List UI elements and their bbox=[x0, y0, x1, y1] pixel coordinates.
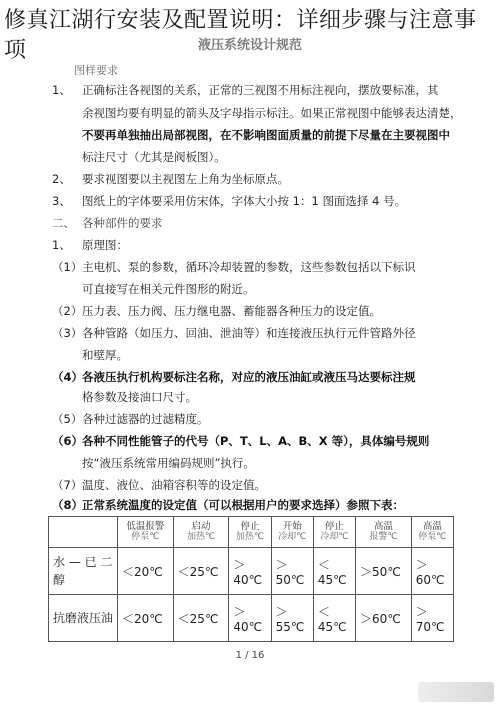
line-text: 按“液压系统常用编码规则”执行。 bbox=[82, 456, 255, 470]
cell-value: ＜ bbox=[317, 604, 330, 619]
header-label: 停止 bbox=[324, 521, 344, 532]
cell-value: ＞ bbox=[275, 604, 288, 619]
fluid-name-cell: 水 — 已 二 醇 bbox=[49, 548, 118, 595]
line-number: 2、 bbox=[52, 172, 71, 186]
table-header-row bbox=[49, 517, 454, 548]
temperature-cell bbox=[356, 548, 412, 595]
header-unit: 加热℃ bbox=[235, 532, 265, 542]
table-header-cell bbox=[356, 517, 412, 548]
line-text: 标注尺寸（尤其是阀板图）。 bbox=[82, 150, 226, 164]
fluid-name-cell: 抗磨液压油 bbox=[49, 595, 118, 642]
cell-temperature: 55℃ bbox=[275, 619, 305, 634]
line-number: 3、 bbox=[52, 194, 71, 208]
line-text: 压力表、压力阀、压力继电器、蓄能器各种压力的设定值。 bbox=[82, 304, 381, 318]
table-header-cell bbox=[229, 517, 271, 548]
document-line bbox=[52, 105, 462, 121]
temperature-cell bbox=[313, 548, 355, 595]
cell-temperature: 60℃ bbox=[415, 572, 445, 587]
line-text: 各种过滤器的过滤精度。 bbox=[82, 412, 209, 426]
table-header-cell bbox=[118, 517, 174, 548]
line-text: 各种部件的要求 bbox=[82, 216, 163, 230]
temperature-cell bbox=[313, 595, 355, 642]
line-text: 和壁厚。 bbox=[82, 348, 128, 362]
section-top-label: 图样要求 bbox=[74, 64, 118, 77]
line-number: （6） bbox=[52, 434, 84, 448]
document-line bbox=[52, 237, 128, 253]
header-label: 高温 bbox=[422, 521, 442, 532]
header-unit: 冷却℃ bbox=[320, 532, 349, 542]
temperature-cell bbox=[118, 595, 174, 642]
cell-value: ＜ bbox=[317, 557, 330, 572]
line-text: 温度、液位、油箱容积等的设定值。 bbox=[82, 478, 266, 492]
line-number: （8） bbox=[52, 498, 84, 512]
document-line bbox=[52, 455, 255, 471]
line-text: 正常系统温度的设定值（可以根据用户的要求选择）参照下表： bbox=[82, 498, 404, 512]
cell-value: ＞ bbox=[415, 557, 428, 572]
cell-temperature: 40℃ bbox=[233, 572, 263, 587]
temperature-cell bbox=[229, 595, 271, 642]
line-text: 余视图均要有明显的箭头及字母指示标注。如果正常视图中能够表达清楚， bbox=[82, 106, 462, 120]
line-text: 原理图： bbox=[82, 238, 128, 252]
temperature-table bbox=[48, 516, 454, 642]
line-number: （1） bbox=[52, 260, 83, 274]
line-number: （7） bbox=[52, 478, 83, 492]
table-header-cell bbox=[49, 517, 118, 548]
cell-value: ＜25℃ bbox=[177, 611, 219, 626]
cell-value: ＞ bbox=[233, 557, 246, 572]
document-line bbox=[52, 259, 416, 275]
cell-value: ＜20℃ bbox=[122, 564, 163, 579]
cell-temperature: 70℃ bbox=[415, 619, 445, 634]
document-line bbox=[52, 347, 128, 363]
temperature-cell bbox=[411, 548, 453, 595]
cell-value: ＞ bbox=[275, 557, 288, 572]
table-header-cell bbox=[173, 517, 229, 548]
table-header-cell bbox=[313, 517, 355, 548]
document-line bbox=[52, 411, 209, 427]
document-line bbox=[52, 433, 429, 449]
line-text: 可直接写在相关元件图形的附近。 bbox=[82, 282, 255, 296]
temperature-cell bbox=[173, 548, 229, 595]
header-unit: 报警℃ bbox=[369, 532, 398, 542]
cell-temperature: 45℃ bbox=[317, 619, 347, 634]
document-line bbox=[52, 193, 406, 209]
document-line bbox=[52, 497, 404, 513]
line-number: （4） bbox=[52, 370, 84, 384]
line-text: 各液压执行机构要标注名称，对应的液压油缸或液压马达要标注规 bbox=[82, 370, 416, 384]
doc-heading: 液压系统设计规范 bbox=[197, 38, 302, 53]
document-line bbox=[52, 369, 416, 385]
temperature-cell bbox=[356, 595, 412, 642]
document-line bbox=[52, 171, 289, 187]
line-number: （2） bbox=[52, 304, 83, 318]
document-line bbox=[52, 281, 255, 297]
page-number: 1 / 16 bbox=[235, 650, 265, 661]
header-unit: 加热℃ bbox=[186, 532, 216, 542]
cell-temperature: 50℃ bbox=[275, 572, 305, 587]
cell-value: ＞ bbox=[415, 604, 428, 619]
header-unit: 停泵℃ bbox=[418, 532, 447, 542]
header-unit: 冷却℃ bbox=[278, 532, 307, 542]
line-number: （3） bbox=[52, 326, 83, 340]
document-line bbox=[52, 303, 381, 319]
header-unit: 停泵℃ bbox=[131, 532, 160, 542]
line-number: 1、 bbox=[52, 238, 71, 252]
document-line bbox=[52, 127, 450, 143]
header-label: 高温 bbox=[373, 521, 393, 532]
line-text: 各种管路（如压力、回油、泄油等）和连接液压执行元件管路外径 bbox=[82, 326, 416, 340]
table-header-cell bbox=[411, 517, 453, 548]
line-text: 主电机、泵的参数，循环冷却装置的参数，这些参数包括以下标识 bbox=[82, 260, 416, 274]
watermark-logo bbox=[418, 682, 494, 702]
cell-value: ＜25℃ bbox=[177, 564, 219, 579]
temperature-cell bbox=[173, 595, 229, 642]
line-text: 图纸上的字体要采用仿宋体，字体大小按 1：1 图面选择 4 号。 bbox=[82, 194, 407, 208]
temperature-cell bbox=[411, 595, 453, 642]
cell-value: ＞60℃ bbox=[360, 611, 401, 626]
document-line bbox=[52, 477, 266, 493]
temperature-cell bbox=[271, 548, 313, 595]
temperature-cell bbox=[229, 548, 271, 595]
header-label: 低温报警 bbox=[126, 521, 165, 532]
document-line bbox=[52, 389, 197, 405]
table-row bbox=[49, 595, 454, 642]
cell-value: ＜20℃ bbox=[122, 611, 163, 626]
line-text: 要求视图要以主视图左上角为坐标原点。 bbox=[82, 172, 289, 186]
document-line bbox=[52, 149, 226, 165]
line-number: 1、 bbox=[52, 83, 71, 97]
temperature-cell bbox=[271, 595, 313, 642]
temperature-cell bbox=[118, 548, 174, 595]
line-number: （5） bbox=[52, 412, 83, 426]
line-text: 各种不同性能管子的代号（P、T、L、A、B、X 等），具体编号规则 bbox=[82, 434, 430, 448]
cell-temperature: 40℃ bbox=[233, 619, 263, 634]
cell-temperature: 45℃ bbox=[317, 572, 347, 587]
overlay-title: 修真江湖行安装及配置说明：详细步骤与注意事项 bbox=[4, 8, 477, 63]
line-number: 二、 bbox=[52, 216, 75, 230]
table-row bbox=[49, 548, 454, 595]
line-text: 格参数及接油口尺寸。 bbox=[82, 390, 197, 404]
document-line bbox=[52, 215, 163, 231]
document-line bbox=[52, 82, 439, 98]
cell-value: ＞ bbox=[233, 604, 246, 619]
document-line bbox=[52, 325, 416, 341]
header-label: 启动 bbox=[191, 521, 211, 532]
line-text: 不要再单独抽出局部视图，在不影响图面质量的前提下尽量在主要视图中 bbox=[82, 128, 450, 142]
header-label: 开始 bbox=[282, 521, 302, 532]
cell-value: ＞50℃ bbox=[360, 564, 401, 579]
table-header-cell bbox=[271, 517, 313, 548]
header-label: 停止 bbox=[240, 521, 260, 532]
line-text: 正确标注各视图的关系，正常的三视图不用标注视向，摆放要标准，其 bbox=[82, 83, 439, 97]
